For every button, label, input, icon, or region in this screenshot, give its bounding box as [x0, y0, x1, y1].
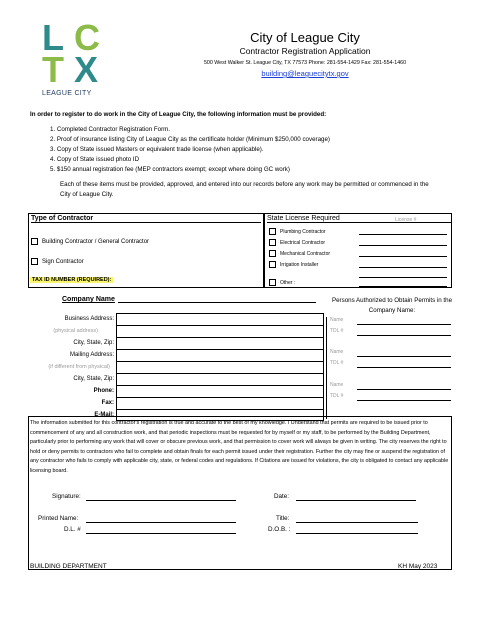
grid-line: [117, 409, 323, 410]
state-license-heading: State License Required: [267, 215, 451, 223]
certification-text: The information submitted for this contractor's registration is true and accurate to the best of my knowledge. I Understand that permits are required to be issued prior to commencement of any and all construction work, and that periodic inspections must be requested for by myself or my staff, to be performed by the Building Department, particularly prior to performing any work that will cover or obscure previous work, and that permission to cover work will always be given in writing. The city reserves the right to hold or deny permits to contractors who fail to complete and obtain finals for each permit issued under their registration. Further the city may fine or suspend the registration of any contractor who fails to comply with applicable city, state, or federal codes and regulations. If Citations are issued for violations, the city is obligated to contact any applicable licensing board.: [30, 420, 449, 474]
option-other[interactable]: Other :: [269, 279, 295, 286]
signature-line[interactable]: [86, 500, 236, 501]
signature-label: Signature:: [52, 493, 81, 500]
auth-tdl-line[interactable]: [357, 400, 451, 401]
company-info-grid: [116, 313, 324, 421]
logo-letter-x: X: [74, 49, 99, 90]
business-address-label: Business Address:: [64, 316, 114, 322]
option-building-contractor[interactable]: Building Contractor / General Contractor: [31, 238, 149, 245]
league-city-logo: [38, 17, 118, 100]
city-state-zip-label: City, State, Zip:: [73, 340, 114, 346]
license-line-irrigation[interactable]: [359, 267, 447, 268]
phone-label: Phone:: [93, 388, 114, 394]
license-line-other[interactable]: [359, 286, 447, 287]
grid-line: [117, 361, 323, 362]
auth-name-label: Name: [330, 382, 344, 388]
checkbox-icon[interactable]: [269, 250, 276, 257]
logo-tagline: LEAGUE CITY: [42, 90, 92, 97]
option-electrical[interactable]: Electrical Contractor: [269, 239, 325, 246]
date-line[interactable]: [296, 500, 416, 501]
state-license-box: [264, 213, 452, 288]
auth-name-label: Name: [330, 317, 344, 323]
auth-name-line[interactable]: [357, 324, 451, 325]
grid-line: [117, 397, 323, 398]
authorized-persons-heading: Persons Authorized to Obtain Permits in the Company Name:: [331, 297, 453, 314]
mailing-address-label: Mailing Address:: [69, 352, 114, 358]
option-plumbing[interactable]: Plumbing Contractor: [269, 228, 326, 235]
contractor-type-heading: Type of Contractor: [31, 215, 261, 223]
checkbox-icon[interactable]: [269, 261, 276, 268]
option-irrigation[interactable]: Irrigation Installer: [269, 261, 318, 268]
city-address: 500 West Walker St. League City, TX 77573 Phone: 281-554-1429 Fax: 281-554-1460: [203, 60, 407, 66]
requirement-item: 1. Completed Contractor Registration Form.: [50, 126, 171, 133]
printed-name-line[interactable]: [86, 522, 236, 523]
auth-name-line[interactable]: [357, 356, 451, 357]
dob-label: D.O.B. :: [268, 526, 291, 533]
auth-tdl-label: TDL #: [330, 328, 344, 334]
option-mechanical[interactable]: Mechanical Contractor: [269, 250, 330, 257]
grid-line: [117, 337, 323, 338]
mailing-address-hint: (if different from physical): [48, 364, 110, 370]
footer-revision: KH May 2023: [398, 563, 438, 570]
authorized-persons-section: [326, 317, 455, 419]
option-sign-contractor[interactable]: Sign Contractor: [31, 258, 84, 265]
auth-tdl-label: TDL #: [330, 393, 344, 399]
page-subtitle: Contractor Registration Application: [239, 46, 371, 56]
fax-label: Fax:: [101, 400, 114, 406]
checkbox-icon[interactable]: [269, 228, 276, 235]
license-line-extra[interactable]: [359, 277, 447, 278]
grid-line: [117, 373, 323, 374]
auth-tdl-line[interactable]: [357, 367, 451, 368]
checkbox-icon[interactable]: [31, 258, 38, 265]
title-label: Title:: [276, 515, 290, 522]
license-number-label: License #: [395, 217, 417, 223]
dob-line[interactable]: [296, 533, 418, 534]
checkbox-icon[interactable]: [31, 238, 38, 245]
requirement-item: 4. Copy of State issued photo ID: [50, 156, 140, 163]
auth-name-line[interactable]: [357, 389, 451, 390]
dl-label: D.L. #: [64, 526, 81, 533]
auth-name-label: Name: [330, 349, 344, 355]
grid-line: [117, 349, 323, 350]
page-title: City of League City: [250, 30, 360, 45]
footer-department: BUILDING DEPARTMENT: [30, 563, 107, 570]
intro-text: In order to register to do work in the City of League City, the following information must be provided:: [30, 111, 327, 118]
checkbox-icon[interactable]: [269, 279, 276, 286]
license-line-plumbing[interactable]: [359, 234, 447, 235]
date-label: Date:: [274, 493, 290, 500]
company-name-heading: Company Name: [62, 296, 115, 303]
printed-name-label: Printed Name:: [38, 515, 79, 522]
logo-letter-l: L: [42, 17, 64, 58]
company-name-line[interactable]: [118, 302, 316, 303]
requirement-item: 5. $150 annual registration fee (MEP contractors exempt; except where doing GC work): [50, 166, 290, 173]
requirement-item: 3. Copy of State issued Masters or equivalent trade license (when applicable).: [50, 146, 264, 153]
tax-id-label: TAX ID NUMBER (REQUIRED):: [32, 277, 112, 283]
requirement-item: 2. Proof of insurance listing City of League City as the certificate holder (Minimum $250,000 coverage): [50, 136, 330, 143]
dl-line[interactable]: [86, 533, 236, 534]
logo-letter-c: C: [74, 17, 100, 58]
license-line-mechanical[interactable]: [359, 256, 447, 257]
auth-tdl-line[interactable]: [357, 335, 451, 336]
physical-address-hint: (physical address): [53, 328, 98, 334]
checkbox-icon[interactable]: [269, 239, 276, 246]
email-link[interactable]: building@leaguecitytx.gov: [261, 69, 349, 78]
requirements-note: Each of these items must be provided, approved, and entered into our records before any work may be permitted or commenced in the City of League City.: [60, 181, 429, 198]
contractor-type-box: [28, 213, 264, 288]
title-line[interactable]: [296, 522, 418, 523]
auth-tdl-label: TDL #: [330, 360, 344, 366]
city-state-zip-label: City, State, Zip:: [73, 376, 114, 382]
grid-line: [117, 325, 323, 326]
logo-letter-t: T: [42, 49, 64, 90]
license-line-electrical[interactable]: [359, 245, 447, 246]
email-label: E-Mail:: [94, 412, 114, 418]
grid-line: [117, 385, 323, 386]
